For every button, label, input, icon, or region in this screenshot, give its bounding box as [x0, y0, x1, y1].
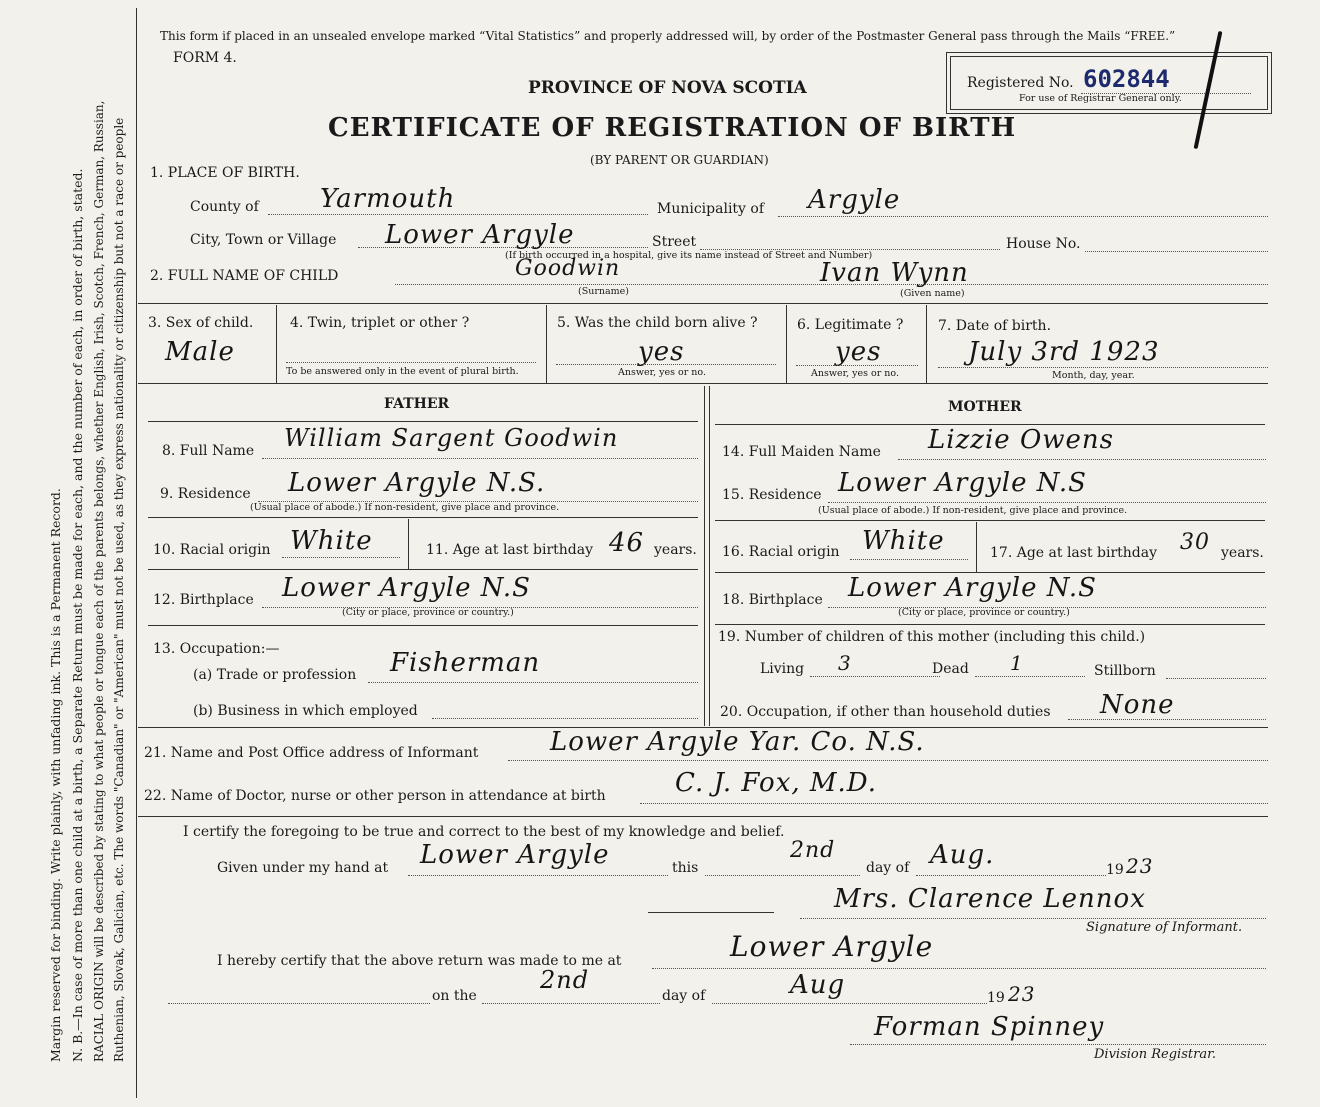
registered-label: Registered No.	[967, 75, 1074, 91]
registered-number-box	[950, 56, 1268, 110]
margin-note-racial-origin-cont: Ruthenian, Slovak, Galician, etc. The words "Canadian" or "American" must not be used, as they express nationality or citizenship but not a race or people	[112, 117, 126, 1062]
doctor-value: C. J. Fox, M.D.	[675, 768, 877, 798]
father-trade-label: (a) Trade or profession	[193, 667, 357, 683]
father-res-note: (Usual place of abode.) If non-resident, give place and province.	[250, 502, 560, 513]
municipality-value: Argyle	[808, 185, 901, 215]
given-under-label: Given under my hand at	[217, 860, 389, 876]
informant-value: Lower Argyle Yar. Co. N.S.	[550, 727, 925, 757]
margin-note-multiple-birth: N. B.—In case of more than one child at a birth, a Separate Return must be made for each, and the number of each, in order of birth, stated.	[70, 168, 85, 1062]
sex-label: 3. Sex of child.	[148, 315, 254, 331]
dob-label: 7. Date of birth.	[938, 318, 1052, 334]
child-given-note: (Given name)	[900, 288, 965, 299]
mother-heading: MOTHER	[948, 399, 1022, 415]
father-birthplace-value: Lower Argyle N.S	[282, 573, 531, 603]
mother-res-value: Lower Argyle N.S	[838, 468, 1087, 498]
father-age-value: 46	[609, 528, 645, 558]
return-place-value: Lower Argyle	[730, 930, 934, 963]
certificate-title: CERTIFICATE OF REGISTRATION OF BIRTH	[328, 113, 1017, 143]
municipality-label: Municipality of	[657, 201, 765, 217]
province-heading: PROVINCE OF NOVA SCOTIA	[528, 78, 807, 98]
born-alive-value: yes	[638, 337, 685, 367]
informant-label: 21. Name and Post Office address of Informant	[144, 745, 479, 761]
street-note: (If birth occurred in a hospital, give its name instead of Street and Number)	[505, 250, 873, 261]
city-label: City, Town or Village	[190, 232, 337, 248]
sex-value: Male	[165, 337, 235, 367]
dob-value: July 3rd 1923	[968, 337, 1160, 367]
mother-race-value: White	[862, 526, 945, 556]
given-month-value: Aug.	[930, 840, 995, 870]
return-year-hw: 23	[1008, 982, 1036, 1006]
father-race-label: 10. Racial origin	[153, 542, 271, 558]
dead-label: Dead	[932, 661, 969, 677]
father-birthplace-note: (City or place, province or country.)	[342, 607, 514, 618]
mother-race-label: 16. Racial origin	[722, 544, 840, 560]
twin-label: 4. Twin, triplet or other ?	[290, 315, 470, 331]
registered-number: 602844	[1083, 65, 1170, 93]
city-value: Lower Argyle	[385, 220, 575, 250]
father-age-unit: years.	[654, 542, 697, 558]
mother-age-label: 17. Age at last birthday	[990, 545, 1158, 561]
return-day-value: 2nd	[540, 966, 590, 994]
father-name-value: William Sargent Goodwin	[284, 424, 619, 452]
return-on-the-label: on the	[432, 988, 477, 1004]
twin-note: To be answered only in the event of plural birth.	[286, 366, 519, 377]
mother-res-label: 15. Residence	[722, 487, 822, 503]
mother-occupation-label: 20. Occupation, if other than household duties	[720, 704, 1051, 720]
mother-occupation-value: None	[1100, 690, 1175, 720]
informant-signature: Mrs. Clarence Lennox	[834, 884, 1146, 914]
postal-note: This form if placed in an unsealed envelope marked “Vital Statistics” and properly addressed will, by order of the Postmaster General pass through the Mails “FREE.”	[160, 29, 1176, 43]
given-place-value: Lower Argyle	[420, 840, 610, 870]
county-value: Yarmouth	[320, 184, 456, 214]
father-age-label: 11. Age at last birthday	[426, 542, 594, 558]
certify-statement: I certify the foregoing to be true and correct to the best of my knowledge and belief.	[183, 824, 785, 840]
house-label: House No.	[1006, 236, 1081, 252]
mother-birthplace-value: Lower Argyle N.S	[848, 573, 1097, 603]
legitimate-note: Answer, yes or no.	[811, 368, 900, 379]
father-trade-value: Fisherman	[390, 648, 541, 678]
father-race-value: White	[290, 526, 373, 556]
given-day-value: 2nd	[790, 838, 836, 863]
return-year-print: 19	[987, 990, 1005, 1006]
given-year-hw: 23	[1126, 854, 1154, 878]
registered-note: For use of Registrar General only.	[1019, 93, 1182, 104]
place-of-birth-heading: 1. PLACE OF BIRTH.	[150, 165, 300, 181]
born-alive-label: 5. Was the child born alive ?	[557, 315, 758, 331]
child-name-label: 2. FULL NAME OF CHILD	[150, 268, 339, 284]
child-surname-note: (Surname)	[578, 286, 629, 297]
given-this-label: this	[672, 860, 699, 876]
informant-signature-label: Signature of Informant.	[1086, 920, 1243, 935]
return-month-value: Aug	[790, 970, 846, 1000]
mother-birthplace-note: (City or place, province or country.)	[898, 607, 1070, 618]
father-res-label: 9. Residence	[160, 486, 251, 502]
margin-note-binding: Margin reserved for binding. Write plainly, with unfading ink. This is a Permanent Record.	[48, 488, 63, 1062]
given-dayof-label: day of	[866, 860, 910, 876]
born-alive-note: Answer, yes or no.	[618, 367, 707, 378]
father-heading: FATHER	[384, 396, 450, 412]
county-label: County of	[190, 199, 259, 215]
dob-note: Month, day, year.	[1052, 370, 1135, 381]
mother-name-value: Lizzie Owens	[928, 425, 1114, 455]
child-given-value: Ivan Wynn	[820, 258, 969, 288]
margin-note-racial-origin: RACIAL ORIGIN will be described by stating to what people or tongue each of the parents belongs, whether English, Irish, Scotch, French, German, Russian,	[92, 100, 106, 1062]
child-surname-value: Goodwin	[515, 256, 621, 281]
mother-name-label: 14. Full Maiden Name	[722, 444, 881, 460]
father-res-value: Lower Argyle N.S.	[288, 468, 546, 498]
doctor-label: 22. Name of Doctor, nurse or other person in attendance at birth	[144, 788, 606, 804]
legitimate-label: 6. Legitimate ?	[797, 317, 904, 333]
father-business-label: (b) Business in which employed	[193, 703, 418, 719]
living-label: Living	[760, 661, 805, 677]
return-label: I hereby certify that the above return was made to me at	[217, 953, 622, 969]
father-birthplace-label: 12. Birthplace	[153, 592, 254, 608]
certificate-subtitle: (BY PARENT OR GUARDIAN)	[590, 153, 769, 167]
dead-value: 1	[1010, 651, 1024, 675]
street-label: Street	[652, 234, 697, 250]
return-dayof-label: day of	[662, 988, 706, 1004]
registrar-label: Division Registrar.	[1094, 1047, 1216, 1062]
mother-birthplace-label: 18. Birthplace	[722, 592, 823, 608]
mother-age-value: 30	[1180, 530, 1210, 555]
legitimate-value: yes	[835, 337, 882, 367]
given-year-print: 19	[1106, 862, 1124, 878]
living-value: 3	[838, 651, 852, 675]
father-name-label: 8. Full Name	[162, 443, 255, 459]
stillborn-label: Stillborn	[1094, 663, 1156, 679]
mother-children-label: 19. Number of children of this mother (including this child.)	[718, 629, 1146, 645]
margin-rule	[136, 8, 137, 1098]
mother-res-note: (Usual place of abode.) If non-resident, give place and province.	[818, 505, 1128, 516]
father-occupation-label: 13. Occupation:—	[153, 641, 280, 657]
mother-age-unit: years.	[1221, 545, 1264, 561]
form-number: FORM 4.	[173, 50, 237, 66]
registrar-signature: Forman Spinney	[874, 1012, 1105, 1042]
